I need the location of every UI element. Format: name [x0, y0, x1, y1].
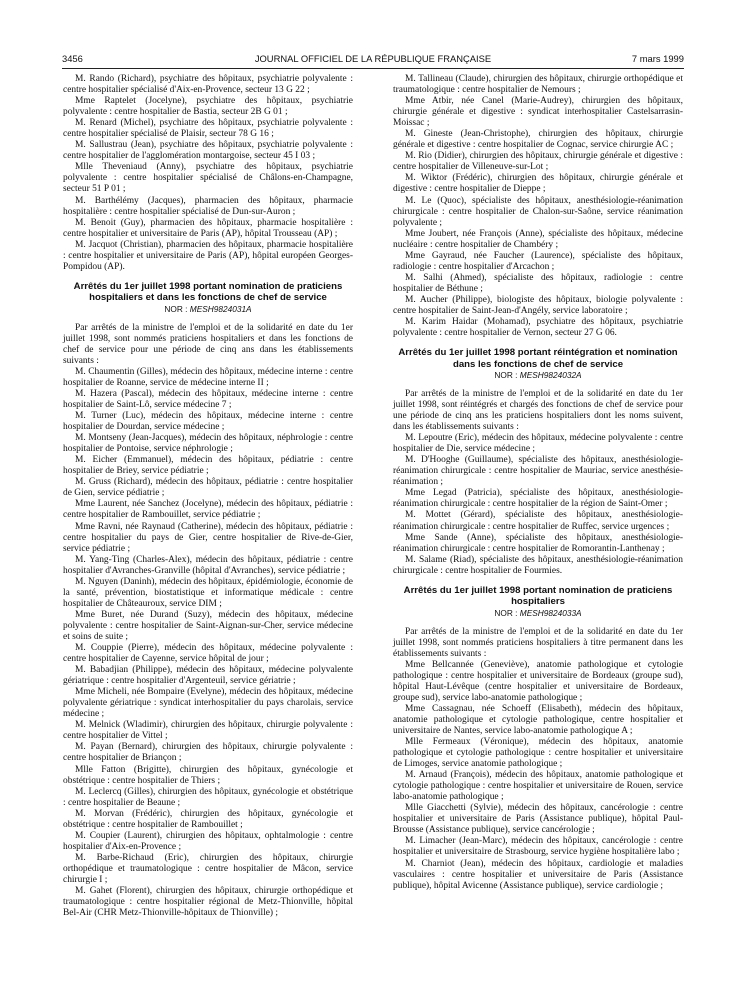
appointment-entry: Mlle Fatton (Brigitte), chirurgien des hôpitaux, gynécologie et obstétrique : centre hospitalier de Thiers ;: [63, 764, 353, 786]
appointment-entry: M. Rio (Didier), chirurgien des hôpitaux, chirurgie générale et digestive : centre hospitalier de Villeneuve-sur-Lot ;: [393, 151, 683, 173]
appointment-entry: M. Tallineau (Claude), chirurgien des hôpitaux, chirurgie orthopédique et traumatologique : centre hospitalier de Nemours ;: [393, 74, 683, 96]
appointment-entry: M. Gineste (Jean-Christophe), chirurgien des hôpitaux, chirurgie générale et digestive : centre hospitalier de Cognac, service chirurgie AC ;: [393, 129, 683, 151]
appointment-entry: M. Leclercq (Gilles), chirurgien des hôpitaux, gynécologie et obstétrique : centre hospitalier de Beaune ;: [63, 786, 353, 808]
right-column: [393, 74, 683, 892]
appointment-entry: M. Le (Quoc), spécialiste des hôpitaux, anesthésiologie-réanimation chirurgicale : centre hospitalier de Chalon-sur-Saône, service réanimation polyvalente ;: [393, 195, 683, 228]
appointment-entry: M. Mottet (Gérard), spécialiste des hôpitaux, anesthésiologie-réanimation chirurgicale : centre hospitalier de Ruffec, service urgences ;: [393, 510, 683, 532]
appointment-entry: M. Limacher (Jean-Marc), médecin des hôpitaux, cancérologie : centre hospitalier et universitaire de Strasbourg, service hygiène hospitalière labo ;: [393, 836, 683, 858]
appointment-entry: M. Eicher (Emmanuel), médecin des hôpitaux, pédiatrie : centre hospitalier de Briey, service pédiatrie ;: [63, 455, 353, 477]
appointment-entry: Mme Gayraud, née Faucher (Laurence), spécialiste des hôpitaux, radiologie : centre hospitalier d'Arcachon ;: [393, 250, 683, 272]
appointment-entry: M. Chaumentin (Gilles), médecin des hôpitaux, médecine interne : centre hospitalier de Roanne, service de médecine interne II ;: [63, 366, 353, 388]
appointment-entry: M. Babadjian (Philippe), médecin des hôpitaux, médecine polyvalente gériatrique : centre hospitalier d'Argenteuil, service gériatrie ;: [63, 665, 353, 687]
appointment-entry: M. Salhi (Ahmed), spécialiste des hôpitaux, radiologie : centre hospitalier de Béthune ;: [393, 272, 683, 294]
appointment-entry: M. Benoit (Guy), pharmacien des hôpitaux, pharmacie hospitalière : centre hospitalier et universitaire de Paris (AP), hôpital Trousseau (AP) ;: [63, 217, 353, 239]
nor-code: MESH9824032A: [519, 369, 582, 380]
nor-code: MESH9824033A: [519, 607, 582, 618]
appointment-entry: M. Gruss (Richard), médecin des hôpitaux, pédiatrie : centre hospitalier de Gien, service pédiatrie ;: [63, 477, 353, 499]
appointment-entry: M. Yang-Ting (Charles-Alex), médecin des hôpitaux, pédiatrie : centre hospitalier d'Avranches-Granville (hôpital d'Avranches), service pédiatrie ;: [63, 554, 353, 576]
appointment-entry: M. Rando (Richard), psychiatre des hôpitaux, psychiatrie polyvalente : centre hospitalier spécialisé d'Aix-en-Provence, secteur 13 G 22 ;: [63, 74, 353, 96]
appointment-entry: Mme Bellcannée (Geneviève), anatomie pathologique et cytologie pathologique : centre hospitalier et universitaire de Bordeaux (groupe sud), hôpital Haut-Lévêque (centre hospitalier et universitaire de Bordeaux, groupe sud), service labo-anatomie pathologique ;: [393, 659, 683, 703]
appointment-entry: M. Melnick (Wladimir), chirurgien des hôpitaux, chirurgie polyvalente : centre hospitalier de Vittel ;: [63, 720, 353, 742]
appointment-entry: M. Aucher (Philippe), biologiste des hôpitaux, biologie polyvalente : centre hospitalier de Saint-Jean-d'Angély, service laboratoire ;: [393, 294, 683, 316]
appointment-entry: Mme Legad (Patricia), spécialiste des hôpitaux, anesthésiologie-réanimation chirurgicale : centre hospitalier de la région de Saint-Omer ;: [393, 488, 683, 510]
appointment-entry: M. Arnaud (François), médecin des hôpitaux, anatomie pathologique et cytologie pathologique : centre hospitalier et universitaire de Rouen, service labo-anatomie pathologique ;: [393, 770, 683, 803]
nor-line: NOR : MESH9824031A: [164, 303, 252, 314]
appointment-entry: Mme Joubert, née François (Anne), spécialiste des hôpitaux, médecine nucléaire : centre hospitalier de Chambéry ;: [393, 228, 683, 250]
appointment-entry: M. Barbe-Richaud (Eric), chirurgien des hôpitaux, chirurgie orthopédique et traumatologique : centre hospitalier de Mâcon, service chirurgie I ;: [63, 852, 353, 885]
appointment-entry: Mlle Giacchetti (Sylvie), médecin des hôpitaux, cancérologie : centre hospitalier et universitaire de Paris (Assistance publique), hôpital Paul-Brousse (Assistance publique), service cancérologie ;: [393, 803, 683, 836]
appointment-entry: M. Charniot (Jean), médecin des hôpitaux, cardiologie et maladies vasculaires : centre hospitalier et universitaire de Paris (Assistance publique), hôpital Avicenne (Assistance publique), service cardiologie ;: [393, 858, 683, 891]
issue-date: 7 mars 1999: [631, 53, 684, 64]
section-entries: [63, 367, 353, 919]
nor-line: NOR : MESH9824032A: [494, 369, 582, 380]
appointment-entry: Mme Raptelet (Jocelyne), psychiatre des hôpitaux, psychiatrie polyvalente : centre hospitalier de Bastia, secteur 2B G 01 ;: [63, 96, 353, 118]
appointment-entry: Mme Cassagnau, née Schoeff (Elisabeth), médecin des hôpitaux, anatomie pathologique et cytologie pathologique, centre hospitalier et universitaire de Nantes, service labo-anatomie pathologique A ;: [393, 703, 683, 736]
appointment-entry: Mme Micheli, née Bompaire (Evelyne), médecin des hôpitaux, médecine polyvalente gériatrique : syndicat interhospitalier du pays charolais, service médecine ;: [63, 687, 353, 720]
section-intro: Par arrêtés de la ministre de l'emploi et de la solidarité en date du 1er juillet 1998, sont nommés praticiens hospitaliers et dans les fonctions de chef de service pour une période de cinq ans dans les établissements suivants :: [63, 322, 353, 366]
journal-title: JOURNAL OFFICIEL DE LA RÉPUBLIQUE FRANÇAISE: [254, 53, 492, 64]
appointment-entry: M. Hazera (Pascal), médecin des hôpitaux, médecine interne : centre hospitalier de Saint-Lô, service médecine 7 ;: [63, 388, 353, 410]
left-entries-top: [63, 74, 353, 273]
nor-line: NOR : MESH9824033A: [494, 607, 582, 618]
section-nomination-chef-service: [63, 281, 353, 919]
appointment-entry: Mme Sande (Anne), spécialiste des hôpitaux, anesthésiologie-réanimation chirurgicale : centre hospitalier de Romorantin-Lanthenay ;: [393, 532, 683, 554]
section-title: Arrêtés du 1er juillet 1998 portant nomination de praticiens hospitaliers: [403, 584, 673, 608]
appointment-entry: Mme Laurent, née Sanchez (Jocelyne), médecin des hôpitaux, pédiatrie : centre hospitalier de Rambouillet, service pédiatrie ;: [63, 499, 353, 521]
appointment-entry: Mlle Fermeaux (Véronique), médecin des hôpitaux, anatomie pathologique et cytologie pathologique : centre hospitalier et universitaire de Limoges, service anatomie pathologique ;: [393, 737, 683, 770]
nor-code: MESH9824031A: [189, 303, 252, 314]
appointment-entry: M. D'Hooghe (Guillaume), spécialiste des hôpitaux, anesthésiologie-réanimation chirurgicale : centre hospitalier de Mauriac, service anesthésie-réanimation ;: [393, 455, 683, 488]
appointment-entry: M. Coupier (Laurent), chirurgien des hôpitaux, ophtalmologie : centre hospitalier d'Aix-en-Provence ;: [63, 830, 353, 852]
section-intro: Par arrêtés de la ministre de l'emploi et de la solidarité en date du 1er juillet 1998, sont réintégrés et chargés des fonctions de chef de service pour une période de cinq ans les praticiens hospitaliers dont les noms suivent, dans les établissements suivants :: [393, 388, 683, 433]
appointment-entry: Mme Buret, née Durand (Suzy), médecin des hôpitaux, médecine polyvalente : centre hospitalier de Saint-Aignan-sur-Cher, service médecine et soins de suite ;: [63, 609, 353, 642]
appointment-entry: M. Nguyen (Daninh), médecin des hôpitaux, épidémiologie, économie de la santé, prévention, biostatistique et informatique médicale : centre hospitalier de Châteauroux, service DIM ;: [63, 576, 353, 609]
section-title: Arrêtés du 1er juillet 1998 portant réintégration et nomination dans les fonctions de chef de service: [398, 347, 678, 370]
page-number: 3456: [62, 53, 83, 64]
right-entries-top: [393, 74, 683, 339]
appointment-entry: M. Lepoutre (Eric), médecin des hôpitaux, médecine polyvalente : centre hospitalier de Die, service médecine ;: [393, 433, 683, 455]
appointment-entry: M. Montseny (Jean-Jacques), médecin des hôpitaux, néphrologie : centre hospitalier de Pontoise, service néphrologie ;: [63, 433, 353, 455]
section-reintegration: [393, 347, 683, 577]
appointment-entry: M. Payan (Bernard), chirurgien des hôpitaux, chirurgie polyvalente : centre hospitalier de Briançon ;: [63, 742, 353, 764]
appointment-entry: Mme Ravni, née Raynaud (Catherine), médecin des hôpitaux, pédiatrie : centre hospitalier du pays de Gier, centre hospitalier de Rive-de-Gier, service pédiatrie ;: [63, 521, 353, 554]
appointment-entry: M. Gahet (Florent), chirurgien des hôpitaux, chirurgie orthopédique et traumatologique : centre hospitalier régional de Metz-Thionville, hôpital Bel-Air (CHR Metz-Thionville-hôpitaux de Thionville) ;: [63, 886, 353, 919]
appointment-entry: Mme Atbir, née Canel (Marie-Audrey), chirurgien des hôpitaux, chirurgie générale et digestive : syndicat interhospitalier Castelsarrasin-Moissac ;: [393, 96, 683, 129]
appointment-entry: M. Turner (Luc), médecin des hôpitaux, médecine interne : centre hospitalier de Dourdan, service médecine ;: [63, 411, 353, 433]
section-entries: [393, 660, 683, 892]
left-column: [63, 74, 353, 919]
appointment-entry: M. Renard (Michel), psychiatre des hôpitaux, psychiatrie polyvalente : centre hospitalier spécialisé de Plaisir, secteur 78 G 16 ;: [63, 118, 353, 140]
section-nomination-praticiens: [393, 585, 683, 892]
appointment-entry: M. Jacquot (Christian), pharmacien des hôpitaux, pharmacie hospitalière : centre hospitalier et universitaire de Paris (AP), hôpital européen Georges-Pompidou (AP).: [63, 239, 353, 272]
appointment-entry: M. Salame (Riad), spécialiste des hôpitaux, anesthésiologie-réanimation chirurgicale : centre hospitalier de Fourmies.: [393, 554, 683, 576]
appointment-entry: M. Barthélémy (Jacques), pharmacien des hôpitaux, pharmacie hospitalière : centre hospitalier spécialisé de Dun-sur-Auron ;: [63, 195, 353, 217]
appointment-entry: M. Karim Haidar (Mohamad), psychiatre des hôpitaux, psychiatrie polyvalente : centre hospitalier de Vernon, secteur 27 G 06.: [393, 317, 683, 339]
appointment-entry: M. Sallustrau (Jean), psychiatre des hôpitaux, psychiatrie polyvalente : centre hospitalier de l'agglomération montargoise, secteur 45 I 03 ;: [63, 140, 353, 162]
section-intro: Par arrêtés de la ministre de l'emploi et de la solidarité en date du 1er juillet 1998, sont nommés praticiens hospitaliers à titre permanent dans les établissements suivants :: [393, 626, 683, 659]
appointment-entry: Mlle Theveniaud (Anny), psychiatre des hôpitaux, psychiatrie polyvalente : centre hospitalier spécialisé de Châlons-en-Champagne, secteur 51 P 01 ;: [63, 162, 353, 195]
appointment-entry: M. Morvan (Frédéric), chirurgien des hôpitaux, gynécologie et obstétrique : centre hospitalier de Rambouillet ;: [63, 808, 353, 830]
page-header: [62, 53, 684, 67]
header-rule: [62, 68, 684, 69]
section-entries: [393, 433, 683, 577]
appointment-entry: M. Wiktor (Frédéric), chirurgien des hôpitaux, chirurgie générale et digestive : centre hospitalier de Dieppe ;: [393, 173, 683, 195]
appointment-entry: M. Couppie (Pierre), médecin des hôpitaux, médecine polyvalente : centre hospitalier de Cayenne, service hôpital de jour ;: [63, 643, 353, 665]
section-title: Arrêtés du 1er juillet 1998 portant nomination de praticiens hospitaliers et dans les fonctions de chef de service: [73, 280, 343, 304]
